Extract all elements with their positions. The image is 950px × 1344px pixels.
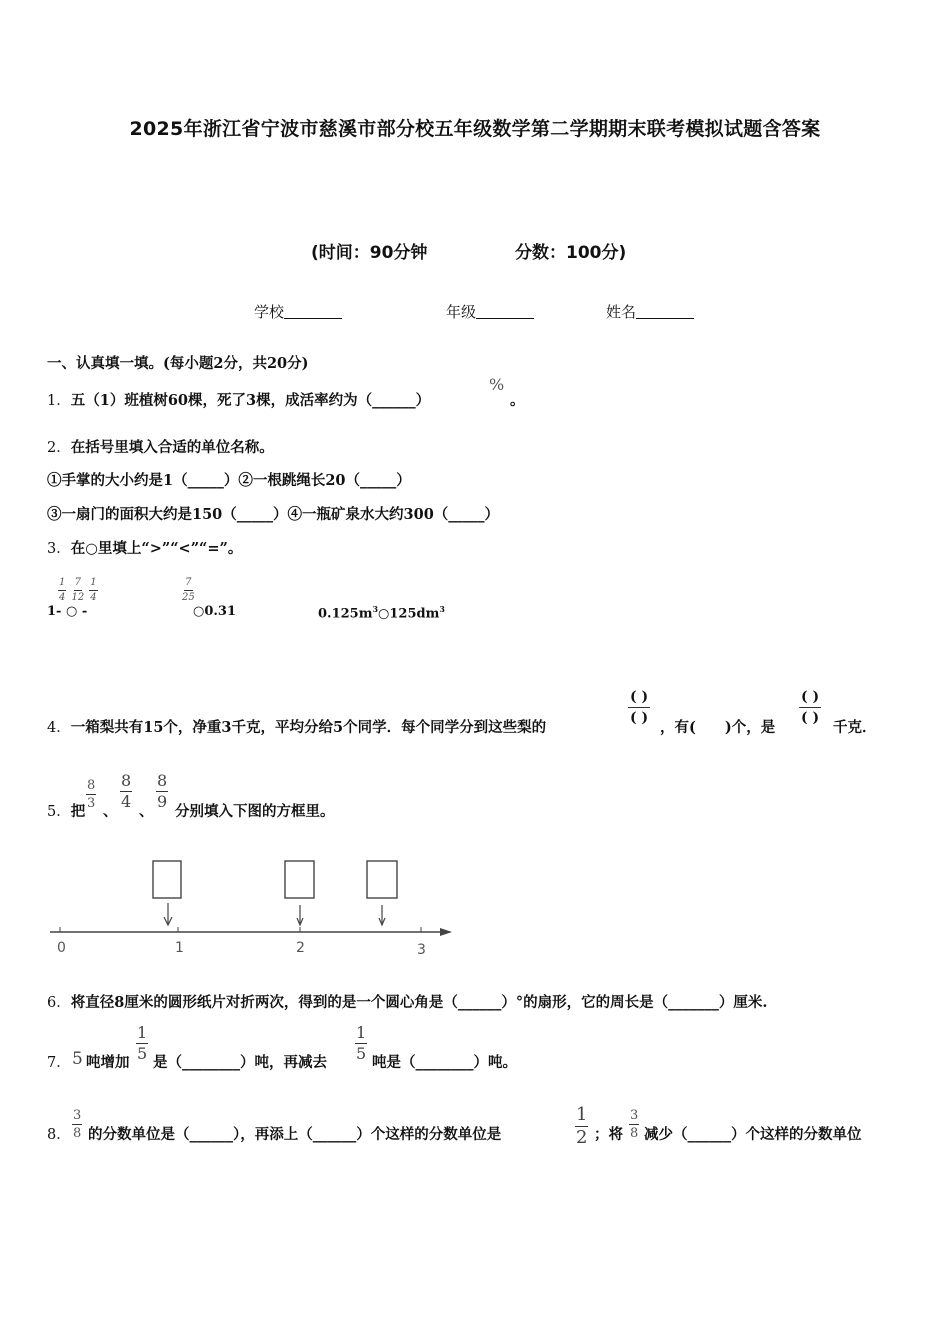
question-number: 8． bbox=[47, 1127, 71, 1143]
q7-text-2: 是（________）吨，再减去 bbox=[153, 1054, 327, 1071]
fraction: $\frac{7}{25}$ bbox=[182, 577, 195, 603]
q7-fraction-1: $\frac{1}{5}$ bbox=[137, 1023, 148, 1063]
question-number: 6． bbox=[47, 995, 71, 1011]
percent-sign: % bbox=[489, 375, 505, 394]
grade-field[interactable] bbox=[446, 301, 534, 322]
q1-end: 。 bbox=[510, 392, 525, 409]
school-label: 学校 bbox=[254, 303, 285, 321]
page-title: 2025年浙江省宁波市慈溪市部分校五年级数学第二学期期末联考模拟试题含答案 bbox=[129, 118, 821, 140]
q3-compare-1: 1- ○ - bbox=[47, 604, 88, 619]
grade-blank[interactable] bbox=[476, 304, 534, 319]
q2-line-1: ①手掌的大小约是1（_____）②一根跳绳长20（_____） bbox=[47, 472, 411, 489]
question-5: 5．把 bbox=[47, 803, 86, 820]
q5-text: 分别填入下图的方框里。 bbox=[175, 803, 335, 820]
name-label: 姓名 bbox=[606, 303, 637, 321]
q8-text-1: 的分数单位是（______），再添上（______）个这样的分数单位是 bbox=[88, 1126, 502, 1143]
q3-fraction-group bbox=[58, 578, 98, 603]
q5-fraction-a: $\frac{8}{3}$ bbox=[87, 778, 96, 811]
q8-fraction-2: $\frac{3}{8}$ bbox=[630, 1108, 639, 1141]
tick-label: 3 bbox=[417, 942, 426, 958]
q2-line-2: ③一扇门的面积大约是150（_____）④一瓶矿泉水大约300（_____） bbox=[47, 506, 500, 523]
q3-fraction-b bbox=[182, 578, 195, 603]
name-field[interactable] bbox=[606, 301, 694, 322]
question-number: 2． bbox=[47, 440, 71, 456]
question-7 bbox=[47, 1051, 71, 1072]
q3-compare-2: ○0.31 bbox=[193, 604, 237, 619]
q5-fraction-b: $\frac{8}{4}$ bbox=[121, 771, 132, 811]
question-1 bbox=[47, 389, 430, 410]
number-line-figure bbox=[40, 855, 470, 960]
q4-end: 千克． bbox=[833, 719, 877, 736]
question-number: 7． bbox=[47, 1055, 71, 1071]
q4-fraction-1[interactable]: $\frac{( )}{( )}$ bbox=[630, 689, 649, 726]
question-text: 五（1）班植树60棵，死了3棵，成活率约为（______） bbox=[70, 392, 431, 409]
question-text: 在括号里填入合适的单位名称。 bbox=[70, 439, 274, 456]
q7-text-3: 吨是（________）吨。 bbox=[372, 1054, 517, 1071]
tick-label: 1 bbox=[175, 940, 184, 956]
time-label: (时间：90分钟 bbox=[311, 243, 428, 263]
tick-label: 2 bbox=[296, 940, 305, 956]
school-field[interactable] bbox=[254, 301, 342, 322]
q4-middle: ，有( )个，是 bbox=[660, 719, 776, 736]
q4-fraction-2[interactable]: $\frac{( )}{( )}$ bbox=[801, 689, 820, 726]
q8-text-2: ；将 bbox=[594, 1126, 623, 1143]
question-number: 5． bbox=[47, 804, 71, 820]
section-heading: 一、认真填一填。(每小题2分，共20分) bbox=[47, 355, 309, 372]
tick-label: 0 bbox=[57, 940, 66, 956]
q8-fraction-1: $\frac{3}{8}$ bbox=[73, 1108, 82, 1141]
school-blank[interactable] bbox=[284, 304, 342, 319]
q5-sep: 、 bbox=[139, 803, 154, 820]
q8-fraction-half: $\frac{1}{2}$ bbox=[576, 1104, 588, 1148]
q8-text-3: 减少（______）个这样的分数单位 bbox=[644, 1126, 862, 1143]
q3-compare-3: $0.125m^3○125dm^3$ bbox=[318, 604, 445, 622]
answer-box-1[interactable] bbox=[153, 861, 181, 898]
q5-fraction-c: $\frac{8}{9}$ bbox=[157, 771, 168, 811]
q7-weight: 5 bbox=[72, 1049, 83, 1069]
fraction: $\frac{1}{4}$ bbox=[90, 577, 97, 603]
question-2 bbox=[47, 436, 274, 457]
fraction: $\frac{1}{4}$ bbox=[59, 577, 66, 603]
grade-label: 年级 bbox=[446, 303, 477, 321]
question-number: 1． bbox=[47, 393, 71, 409]
question-text: 在○里填上“>”“<”“=”。 bbox=[70, 540, 243, 557]
q7-text-1: 吨增加 bbox=[86, 1054, 130, 1071]
question-text: 一箱梨共有15个，净重3千克，平均分给5个同学．每个同学分到这些梨的 bbox=[70, 719, 547, 736]
question-number: 4． bbox=[47, 720, 71, 736]
question-number: 3． bbox=[47, 541, 71, 557]
compare-circle[interactable]: ○ bbox=[65, 604, 78, 619]
name-blank[interactable] bbox=[636, 304, 694, 319]
q5-sep: 、 bbox=[103, 803, 118, 820]
answer-box-2[interactable] bbox=[285, 861, 314, 898]
score-label: 分数：100分) bbox=[515, 243, 627, 263]
fraction: $\frac{7}{12}$ bbox=[71, 577, 85, 603]
question-3 bbox=[47, 537, 242, 558]
q7-fraction-2: $\frac{1}{5}$ bbox=[356, 1023, 367, 1063]
question-text: 将直径8厘米的圆形纸片对折两次，得到的是一个圆心角是（______）°的扇形，它的周长是（_______）厘米. bbox=[70, 994, 768, 1011]
question-4 bbox=[47, 716, 546, 737]
question-6 bbox=[47, 991, 767, 1012]
answer-box-3[interactable] bbox=[367, 861, 397, 898]
question-8 bbox=[47, 1123, 71, 1144]
